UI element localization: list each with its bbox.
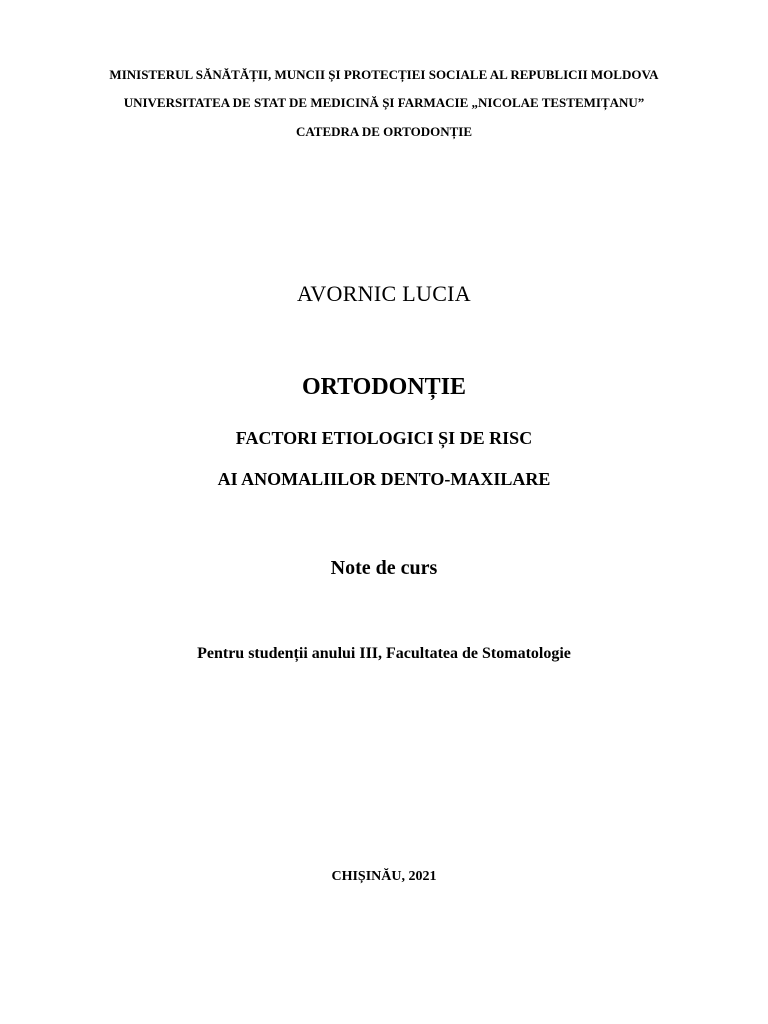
author-name: AVORNIC LUCIA — [296, 281, 471, 306]
place-and-year: CHIȘINĂU, 2021 — [331, 869, 437, 884]
subject-title: ORTODONȚIE — [301, 374, 467, 400]
university-heading: UNIVERSITATEA DE STAT DE MEDICINĂ ȘI FARMACIE „NICOLAE TESTEMIȚANU” — [123, 95, 645, 110]
document-title-line-1: FACTORI ETIOLOGICI ȘI DE RISC — [235, 428, 533, 448]
ministry-heading: MINISTERUL SĂNĂTĂȚII, MUNCII ȘI PROTECȚIEI SOCIALE AL REPUBLICII MOLDOVA — [109, 67, 659, 82]
document-title-line-2: AI ANOMALIILOR DENTO-MAXILARE — [217, 469, 551, 489]
document-type: Note de curs — [330, 557, 438, 579]
target-audience: Pentru studenții anului III, Facultatea de Stomatologie — [197, 645, 571, 662]
department-heading: CATEDRA DE ORTODONȚIE — [295, 124, 473, 139]
